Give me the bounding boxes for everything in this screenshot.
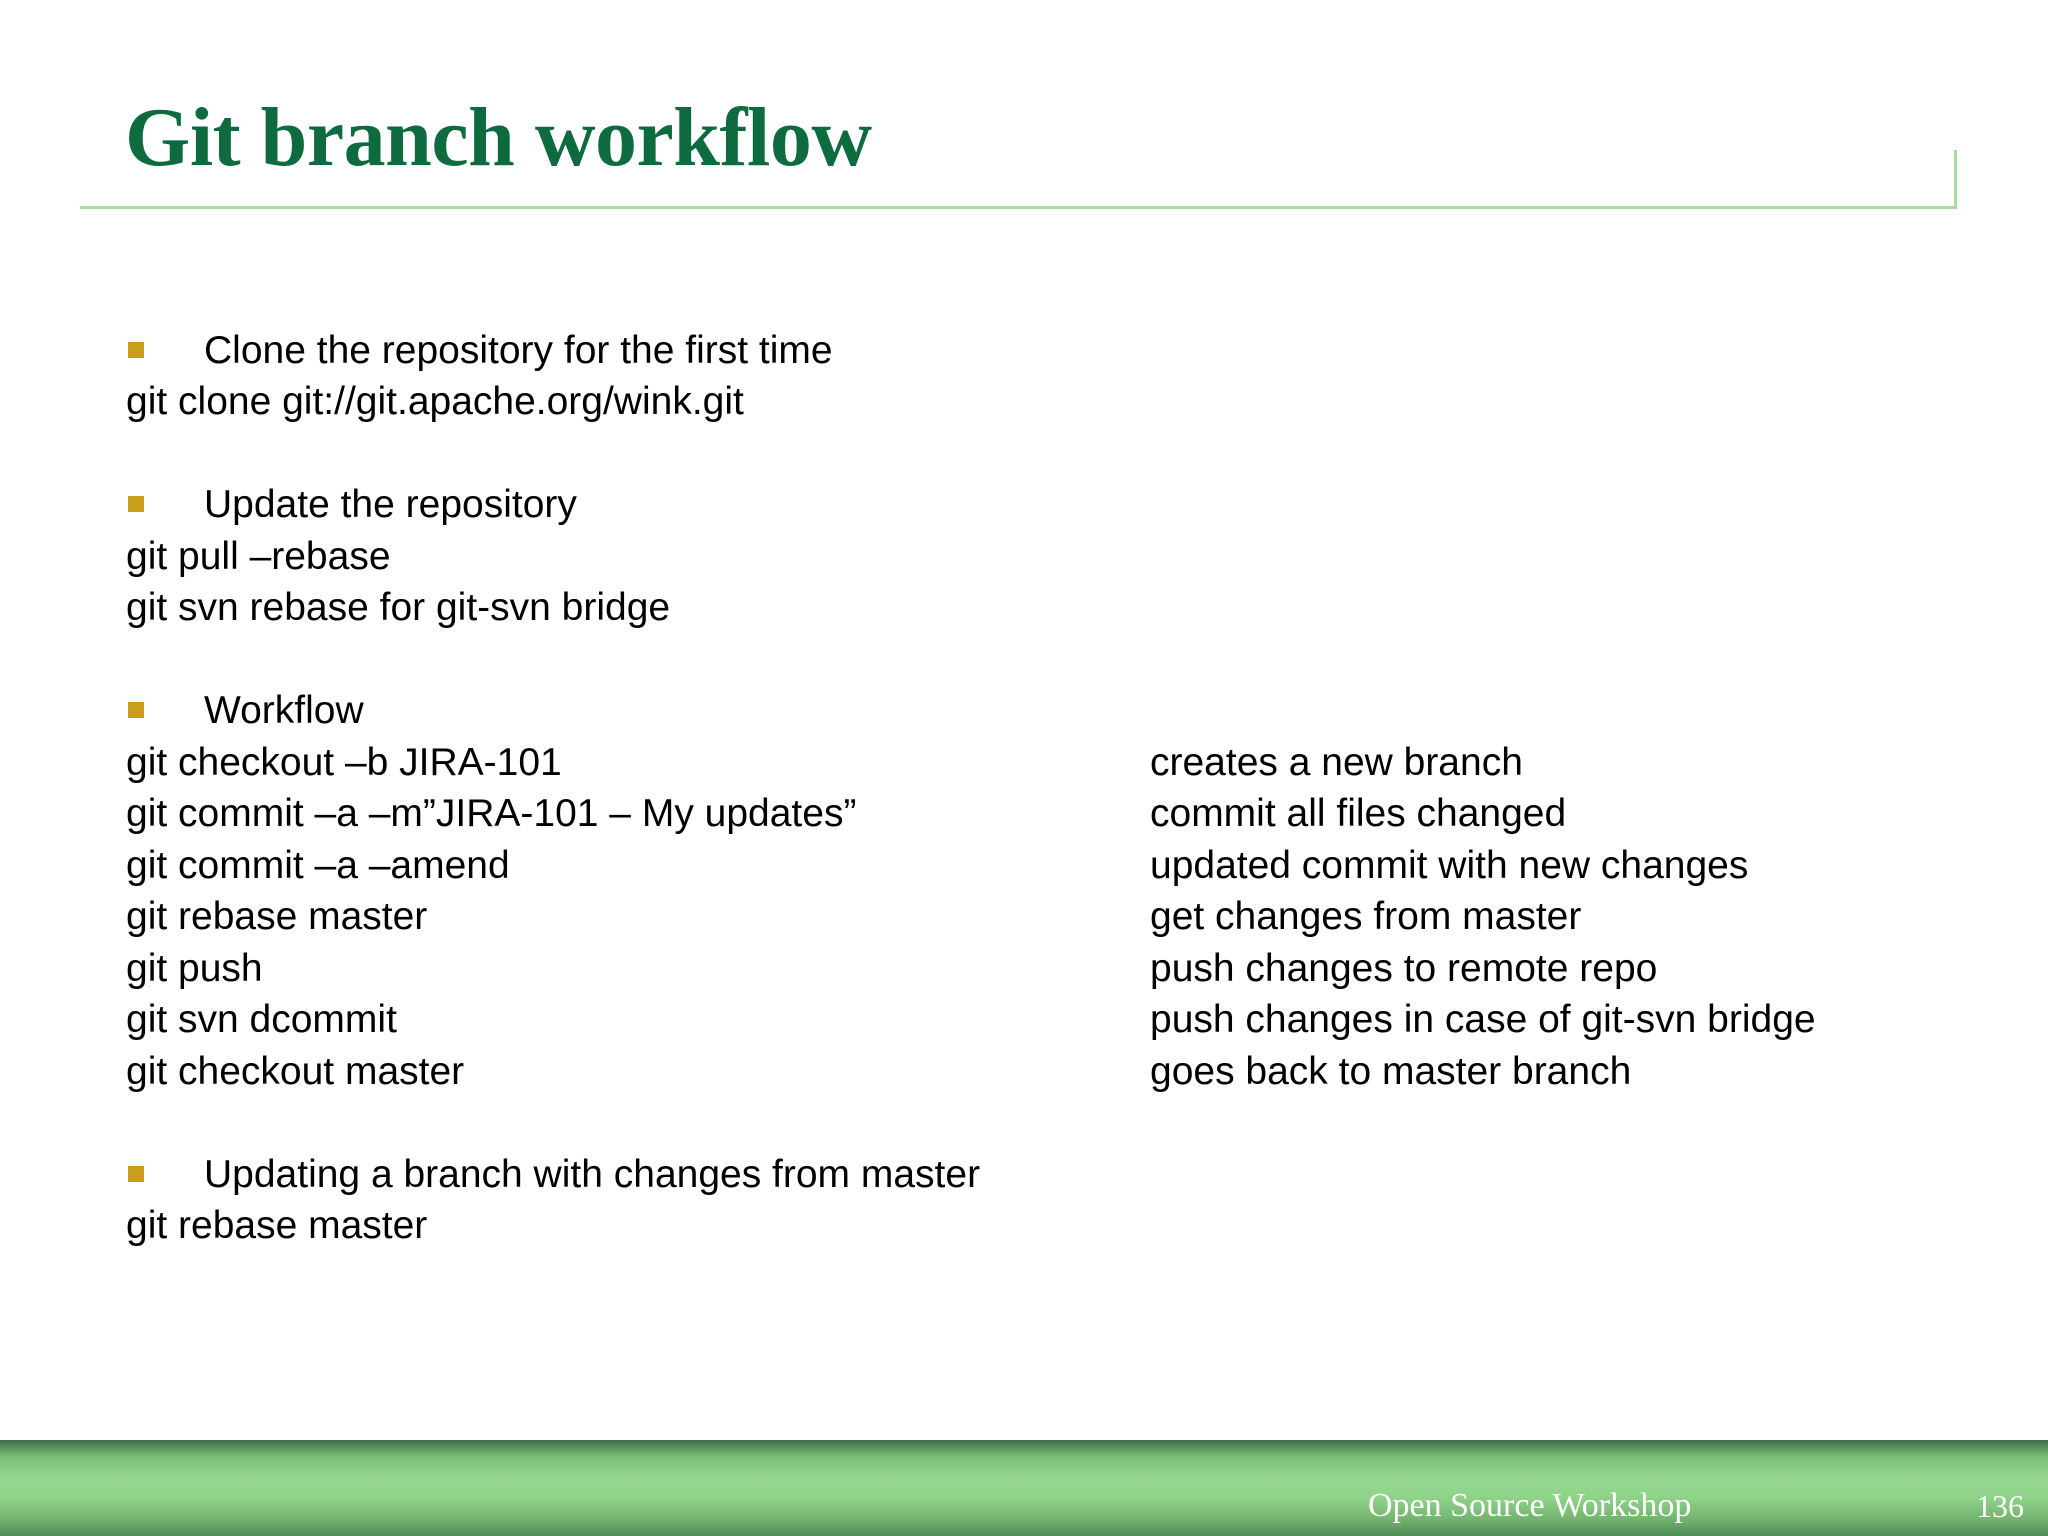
workflow-description: goes back to master branch [1150, 1050, 1632, 1093]
title-underline-endcap [1954, 150, 1957, 209]
bullet-text: Clone the repository for the first time [204, 329, 833, 372]
page-number: 136 [1976, 1488, 2024, 1524]
workflow-command: git rebase master [126, 895, 428, 938]
workflow-command: git commit –a –m”JIRA-101 – My updates” [126, 792, 857, 835]
bullet-text: Update the repository [204, 483, 577, 526]
workflow-command: git svn dcommit [126, 998, 397, 1041]
bullet-text: Updating a branch with changes from master [204, 1153, 981, 1196]
workflow-command: git push [126, 947, 263, 990]
square-bullet-icon [128, 1166, 144, 1182]
command-line: git pull –rebase [126, 535, 391, 578]
workflow-description: updated commit with new changes [1150, 844, 1749, 887]
workflow-command: git commit –a –amend [126, 844, 510, 887]
workflow-command: git checkout –b JIRA-101 [126, 741, 562, 784]
command-line: git clone git://git.apache.org/wink.git [126, 380, 744, 423]
command-line: git rebase master [126, 1204, 428, 1247]
workflow-description: commit all files changed [1150, 792, 1567, 835]
slide-body [126, 0, 1926, 1300]
footer-text: Open Source Workshop [1368, 1487, 1692, 1524]
command-line: git svn rebase for git-svn bridge [126, 586, 671, 629]
workflow-description: get changes from master [1150, 895, 1582, 938]
workflow-description: creates a new branch [1150, 741, 1523, 784]
workflow-command: git checkout master [126, 1050, 465, 1093]
workflow-description: push changes to remote repo [1150, 947, 1658, 990]
square-bullet-icon [128, 496, 144, 512]
square-bullet-icon [128, 342, 144, 358]
slide-title: Git branch workflow [125, 91, 872, 184]
footer-band [0, 1440, 2048, 1536]
bullet-text: Workflow [204, 689, 364, 732]
workflow-description: push changes in case of git-svn bridge [1150, 998, 1816, 1041]
square-bullet-icon [128, 702, 144, 718]
